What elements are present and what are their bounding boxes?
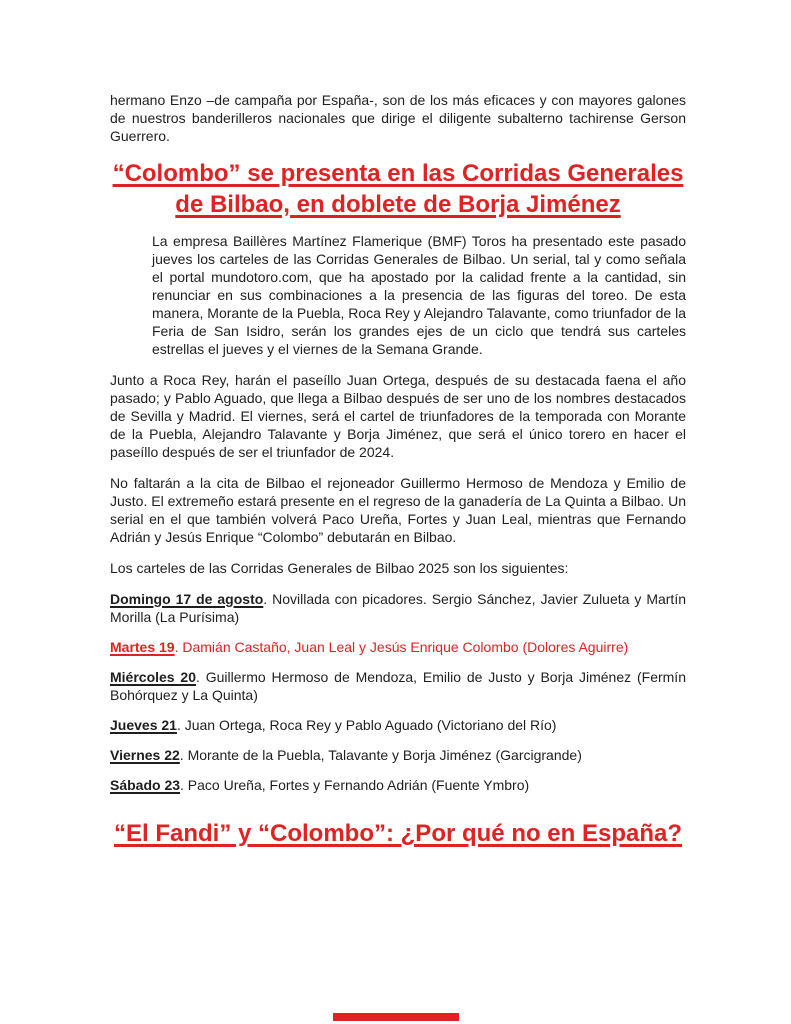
cartel-detail: . Paco Ureña, Fortes y Fernando Adrián (Fuente Ymbro) [180, 777, 530, 793]
cartel-detail: . Novillada con picadores. Sergio Sánchez, Javier Zulueta y Martín Morilla (La Purísima) [110, 591, 686, 625]
next-section-heading-fragment [333, 1013, 459, 1021]
cartels-intro-line: Los carteles de las Corridas Generales de Bilbao 2025 son los siguientes: [110, 560, 569, 576]
cartel-entry-jueves [110, 716, 686, 734]
cartel-day-label: Martes 19 [110, 639, 175, 655]
lead-paragraph: La empresa Baillères Martínez Flamerique (BMF) Toros ha presentado este pasado jueves los carteles de las Corridas Generales de Bilbao. Un serial, tal y como señala el portal mundotoro.com, que ha apostado por la calidad frente a la cantidad, sin renunciar en sus combinaciones a la presencia de las figuras del toreo. De esta manera, Morante de la Puebla, Roca Rey y Alejandro Talavante, como triunfador de la Feria de San Isidro, serán los grandes ejes de un ciclo que tendrá sus carteles estrellas el jueves y el viernes de la Semana Grande. [152, 233, 686, 357]
cartel-entry-miercoles [110, 668, 686, 704]
cartel-day-label: Jueves 21 [110, 717, 177, 733]
cartel-entry-viernes [110, 746, 686, 764]
cartel-day-label: Sábado 23 [110, 777, 181, 793]
cartel-detail: . Damián Castaño, Juan Leal y Jesús Enrique Colombo (Dolores Aguirre) [174, 639, 629, 655]
cartel-entry-sabado [110, 776, 686, 794]
intro-paragraph: hermano Enzo –de campaña por España-, son de los más eficaces y con mayores galones de nuestros banderilleros nacionales que dirige el diligente subalterno tachirense Gerson Guerrero. [110, 92, 686, 144]
cartel-detail: . Juan Ortega, Roca Rey y Pablo Aguado (Victoriano del Río) [176, 717, 557, 733]
cartel-detail: . Guillermo Hermoso de Mendoza, Emilio de Justo y Borja Jiménez (Fermín Bohórquez y La Quinta) [110, 669, 686, 703]
cartel-detail: . Morante de la Puebla, Talavante y Borja Jiménez (Garcigrande) [179, 747, 582, 763]
cartel-day-label: Viernes 22 [110, 747, 180, 763]
main-heading: “Colombo” se presenta en las Corridas Generales de Bilbao, en doblete de Borja Jiménez [112, 160, 684, 218]
cartel-entry-martes [110, 638, 686, 656]
paragraph-roca-rey: Junto a Roca Rey, harán el paseíllo Juan Ortega, después de su destacada faena el año pasado; y Pablo Aguado, que llega a Bilbao después de ser uno de los nombres destacados de Sevilla y Madrid. El viernes, será el cartel de triunfadores de la temporada con Morante de la Puebla, Alejandro Talavante y Borja Jiménez, que será el único torero en hacer el paseíllo después de ser el triunfador de 2024. [110, 372, 686, 460]
paragraph-rejoneador: No faltarán a la cita de Bilbao el rejoneador Guillermo Hermoso de Mendoza y Emilio de Justo. El extremeño estará presente en el regreso de la ganadería de La Quinta a Bilbao. Un serial en el que también volverá Paco Ureña, Fortes y Juan Leal, mientras que Fernando Adrián y Jesús Enrique “Colombo” debutarán en Bilbao. [110, 475, 686, 545]
cartel-day-label: Miércoles 20 [110, 669, 197, 685]
cartel-day-label: Domingo 17 de agosto [110, 591, 264, 607]
cartel-entry-domingo [110, 590, 686, 626]
secondary-heading: “El Fandi” y “Colombo”: ¿Por qué no en España? [113, 820, 683, 847]
